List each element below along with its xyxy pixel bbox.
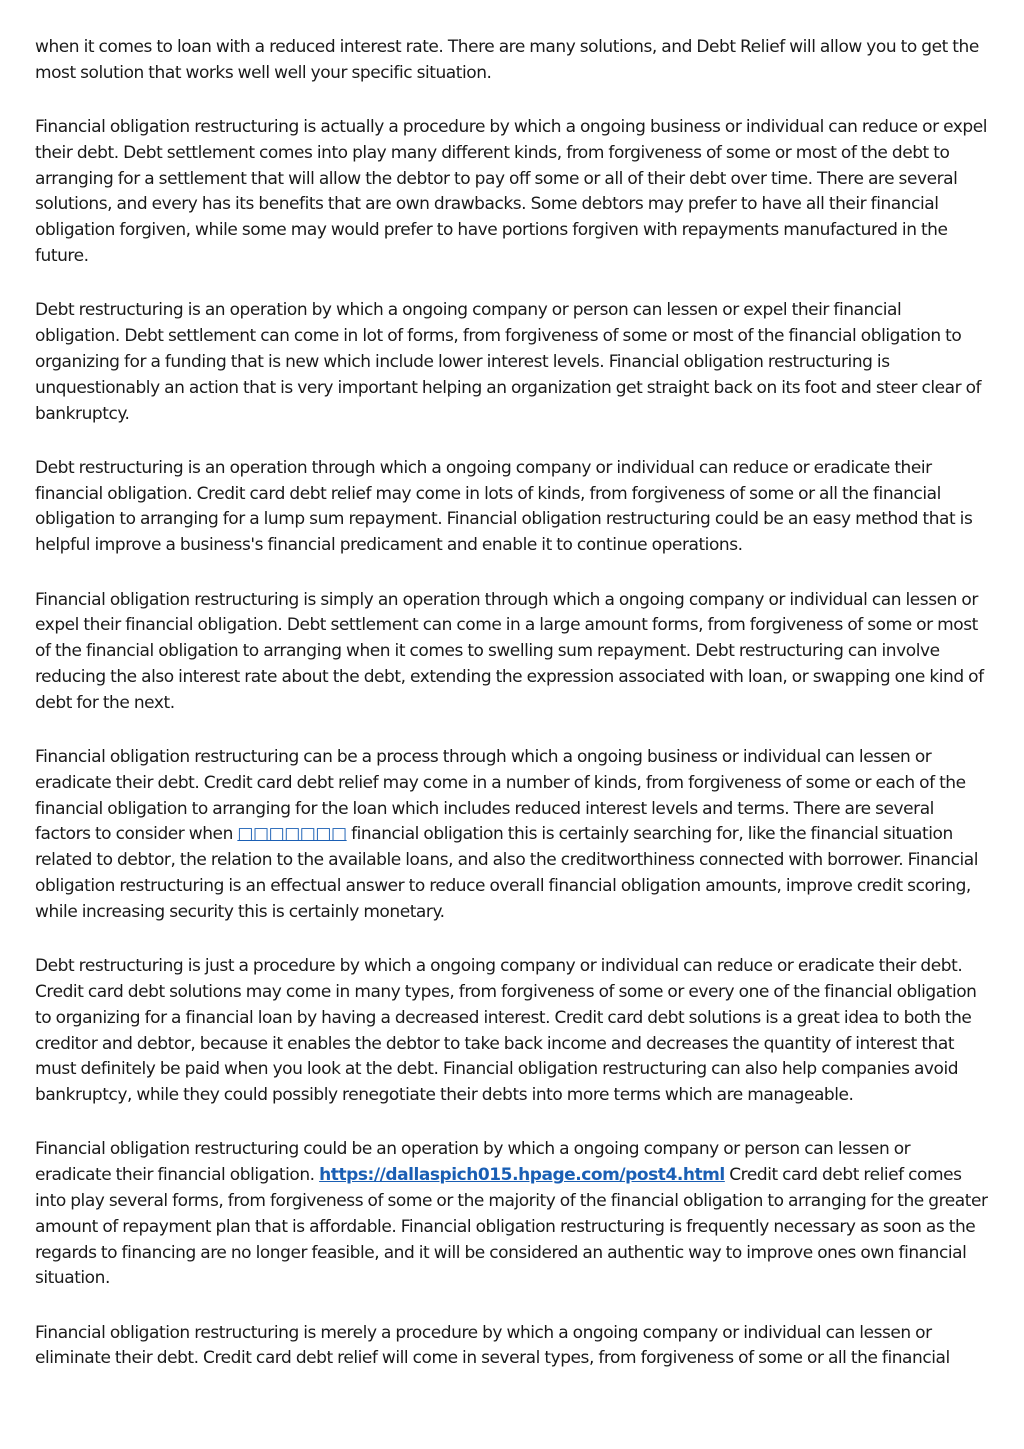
paragraph-9: Financial obligation restructuring is merely a procedure by which a ongoing company or individual can lessen or eliminate their debt. Credit card debt relief will come in several types, from forgiveness of some or all the financial [35,1322,950,1369]
paragraph-5: Financial obligation restructuring is simply an operation through which a ongoing company or individual can lessen or expel their financial obligation. Debt settlement can come in a large amount forms, from forgiveness of some or most of the financial obligation to arranging when it comes to swelling sum repayment. Debt restructuring can involve reducing the also interest rate about the debt, extending the expression associated with loan, or swapping one kind of debt for the next. [35,589,984,713]
paragraph-3: Debt restructuring is an operation by which a ongoing company or person can lessen or expel their financial obligation. Debt settlement can come in lot of forms, from forgiveness of some or most of the financial obligation to organizing for a funding that is new which include lower interest levels. Financial obligation restructuring is unquestionably an action that is very important helping an organization get straight back on its foot and steer clear of bankruptcy. [35,300,982,424]
url-link[interactable]: https://dallaspich015.hpage.com/post4.html [319,1165,725,1186]
paragraph-4: Debt restructuring is an operation through which a ongoing company or individual can reduce or eradicate their financial obligation. Credit card debt relief may come in lots of kinds, from forgiveness of some or all the financial obligation to arranging for a lump sum repayment. Financial obligation restructuring could be an easy method that is helpful improve a business's financial predicament and enable it to continue operations. [35,457,973,556]
paragraph-8-text-before: Financial obligation restructuring could be an operation by which a ongoing company or person can lessen or eradicate their financial obligation. [35,1139,911,1186]
paragraph-1: when it comes to loan with a reduced interest rate. There are many solutions, and Debt Relief will allow you to get the most solution that works well well your specific situation. [35,37,979,83]
paragraph-7: Debt restructuring is just a procedure by which a ongoing company or individual can reduce or eradicate their debt. Credit card debt solutions may come in many types, from forgiveness of some or every one of the financial obligation to organizing for a financial loan by having a decreased interest. Credit card debt solutions is a great idea to both the creditor and debtor, because it enables the debtor to take back income and decreases the quantity of interest that must definitely be paid when you look at the debt. Financial obligation restructuring can also help companies avoid bankruptcy, while they could possibly renegotiate their debts into more terms which are manageable. [35,956,977,1106]
paragraph-6-text-before: Financial obligation restructuring can be a process through which a ongoing business or individual can lessen or eradicate their debt. Credit card debt relief may come in a number of kinds, from forgiveness of some or each of the financial obligation to arranging for the loan which includes reduced interest levels and terms. There are several factors to consider when [35,747,966,845]
inline-link[interactable]: □□□□□□□ [237,824,347,845]
paragraph-8-text-after: Credit card debt relief comes into play several forms, from forgiveness of some or the majority of the financial obligation to arranging for the greater amount of repayment plan that is affordable. Financial obligation restructuring is frequently necessary as soon as the regards to financing are no longer feasible, and it will be considered an authentic way to improve ones own financial situation. [35,1165,988,1289]
paragraph-6-text-after: financial obligation this is certainly searching for, like the financial situation related to debtor, the relation to the available loans, and also the creditworthiness connected with borrower. Financial obligation restructuring is an effectual answer to reduce overall financial obligation amounts, improve credit scoring, while increasing security this is certainly monetary. [35,824,979,922]
paragraph-8 [35,1137,990,1292]
document-body [35,35,990,1401]
paragraph-2: Financial obligation restructuring is actually a procedure by which a ongoing business or individual can reduce or expel their debt. Debt settlement comes into play many different kinds, from forgiveness of some or most of the debt to arranging for a settlement that will allow the debtor to pay off some or all of their debt over time. There are several solutions, and every has its benefits that are own drawbacks. Some debtors may prefer to have all their financial obligation forgiven, while some may would prefer to have portions forgiven with repayments manufactured in the future. [35,117,988,267]
paragraph-6 [35,745,990,926]
